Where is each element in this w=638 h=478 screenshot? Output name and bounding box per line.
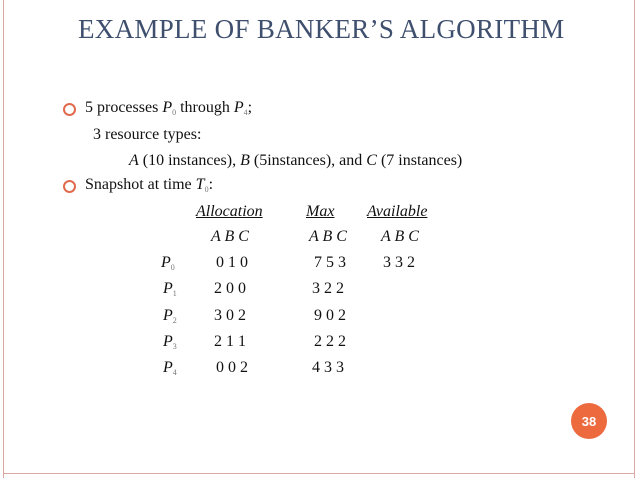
available-cell: 3 3 2 [383, 254, 415, 271]
max-cell: 3 2 2 [312, 280, 344, 297]
process-label: $P_3$ [163, 333, 177, 351]
subheader-max: A B C [309, 228, 347, 245]
snapshot-line: Snapshot at time $T_0$: [85, 176, 214, 194]
allocation-cell: 0 1 0 [216, 254, 248, 271]
max-cell: 4 3 3 [312, 359, 344, 376]
allocation-cell: 2 1 1 [214, 333, 246, 350]
process-label: $P_0$ [161, 254, 175, 272]
subheader-allocation: A B C [211, 228, 249, 245]
process-label: $P_4$ [163, 359, 177, 377]
process-label: $P_1$ [163, 280, 177, 298]
resource-types-line: 3 resource types: [93, 126, 202, 143]
process-label: $P_2$ [163, 307, 177, 325]
allocation-cell: 2 0 0 [214, 280, 246, 297]
header-allocation: Allocation [196, 203, 263, 220]
max-cell: 2 2 2 [314, 333, 346, 350]
subheader-available: A B C [381, 228, 419, 245]
allocation-cell: 0 0 2 [216, 359, 248, 376]
page-number-badge: 38 [571, 403, 607, 439]
slide-title: EXAMPLE OF BANKER’S ALGORITHM [78, 14, 565, 44]
slide-bottom-rule [3, 473, 634, 474]
max-cell: 9 0 2 [314, 307, 346, 324]
instances-line: A (10 instances), B (5instances), and C (7 instances) [129, 152, 463, 169]
bullet-marker-icon [63, 103, 76, 116]
header-max: Max [306, 203, 335, 220]
max-cell: 7 5 3 [314, 254, 346, 271]
bullet-marker-icon [63, 180, 76, 193]
processes-line: 5 processes $P_0$ through $P_4$; [85, 99, 253, 117]
header-available: Available [367, 203, 428, 220]
allocation-cell: 3 0 2 [214, 307, 246, 324]
